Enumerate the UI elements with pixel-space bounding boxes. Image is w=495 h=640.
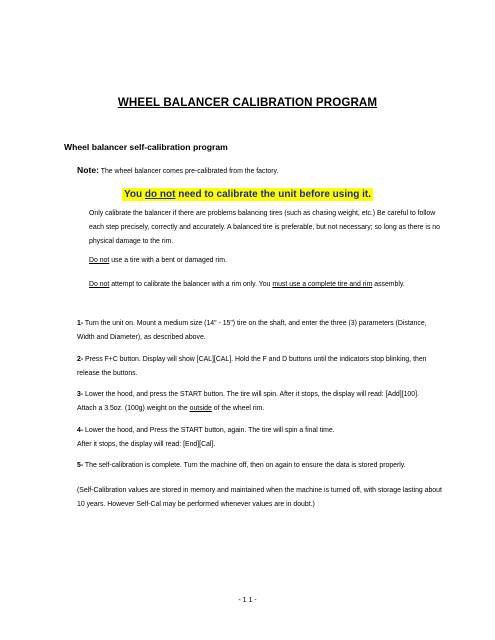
section-subtitle: Wheel balancer self-calibration program — [64, 142, 228, 152]
step-2-number: 2- — [77, 356, 84, 363]
highlight-row — [0, 184, 495, 202]
note-text: The wheel balancer comes pre-calibrated from the factory. — [98, 168, 279, 175]
step-3-line1: Lower the hood, and press the START button. The tire will spin. After it stops, the display will read: [Add][100]. — [83, 391, 419, 398]
highlight-period: . — [368, 189, 372, 200]
step-3 — [77, 388, 443, 416]
note-label: Note: — [77, 165, 99, 175]
step-4-line2: After it stops, the display will read: [End][Cal]. — [77, 441, 216, 448]
note-paragraph — [77, 165, 278, 175]
page-number: - 1 1 - — [238, 597, 257, 604]
step-4 — [77, 424, 443, 452]
step-3-number: 3- — [77, 391, 84, 398]
warning1-text: use a tire with a bent or damaged rim. — [109, 257, 227, 264]
warning2-emphasis-2: must use a complete tire and rim — [272, 281, 373, 288]
step-2-text: Press F+C button. Display will show [CAL][CAL]. Hold the F and D buttons until the indicators stop blinking, then release the buttons. — [77, 356, 427, 377]
warning2-mid: attempt to calibrate the balancer with a rim only. You — [109, 281, 273, 288]
highlight-emphasis: do not — [144, 189, 176, 200]
highlight-prefix: You — [123, 189, 145, 200]
warning2-emphasis: Do not — [89, 281, 110, 288]
highlight-suffix: need to calibrate the unit before using it — [175, 189, 369, 200]
step-5 — [77, 459, 443, 473]
warning1-emphasis: Do not — [89, 257, 110, 264]
page-title: WHEEL BALANCER CALIBRATION PROGRAM — [117, 96, 378, 109]
highlighted-notice — [122, 188, 373, 201]
step-3-line2b: of the wheel rim. — [211, 405, 265, 412]
step-3-line2a: Attach a 3.5oz. (100g) weight on the — [77, 405, 190, 412]
step-3-emphasis: outside — [189, 405, 212, 412]
warning2-end: assembly. — [372, 281, 405, 288]
step-4-line1: Lower the hood, and Press the START button, again. The tire will spin a final time. — [83, 427, 335, 434]
step-1 — [77, 317, 443, 345]
step-5-text: The self-calibration is complete. Turn the machine off, then on again to ensure the data is stored properly. — [83, 462, 406, 469]
warning-bent-rim — [89, 254, 441, 268]
step-2 — [77, 353, 443, 381]
step-5-number: 5- — [77, 462, 84, 469]
step-1-number: 1- — [77, 320, 84, 327]
step-4-number: 4- — [77, 427, 84, 434]
warning-rim-only — [89, 278, 449, 292]
intro-paragraph: Only calibrate the balancer if there are problems balancing tires (such as chasing weight, etc.) Be careful to follow each step precisely, correctly and accurately. A balanced tire is preferable, but not necessary; so long as there is no physical damage to the rim. — [89, 210, 440, 245]
closing-paragraph: (Self-Calibration values are stored in memory and maintained when the machine is turned off, with storage lasting about 10 years. However Self-Cal may be performed whenever values are in doubt.) — [77, 487, 442, 508]
step-1-text: Turn the unit on. Mount a medium size (14" - 15") tire on the shaft, and enter the three (3) parameters (Distance, Width and Diameter), as described above. — [77, 320, 427, 341]
